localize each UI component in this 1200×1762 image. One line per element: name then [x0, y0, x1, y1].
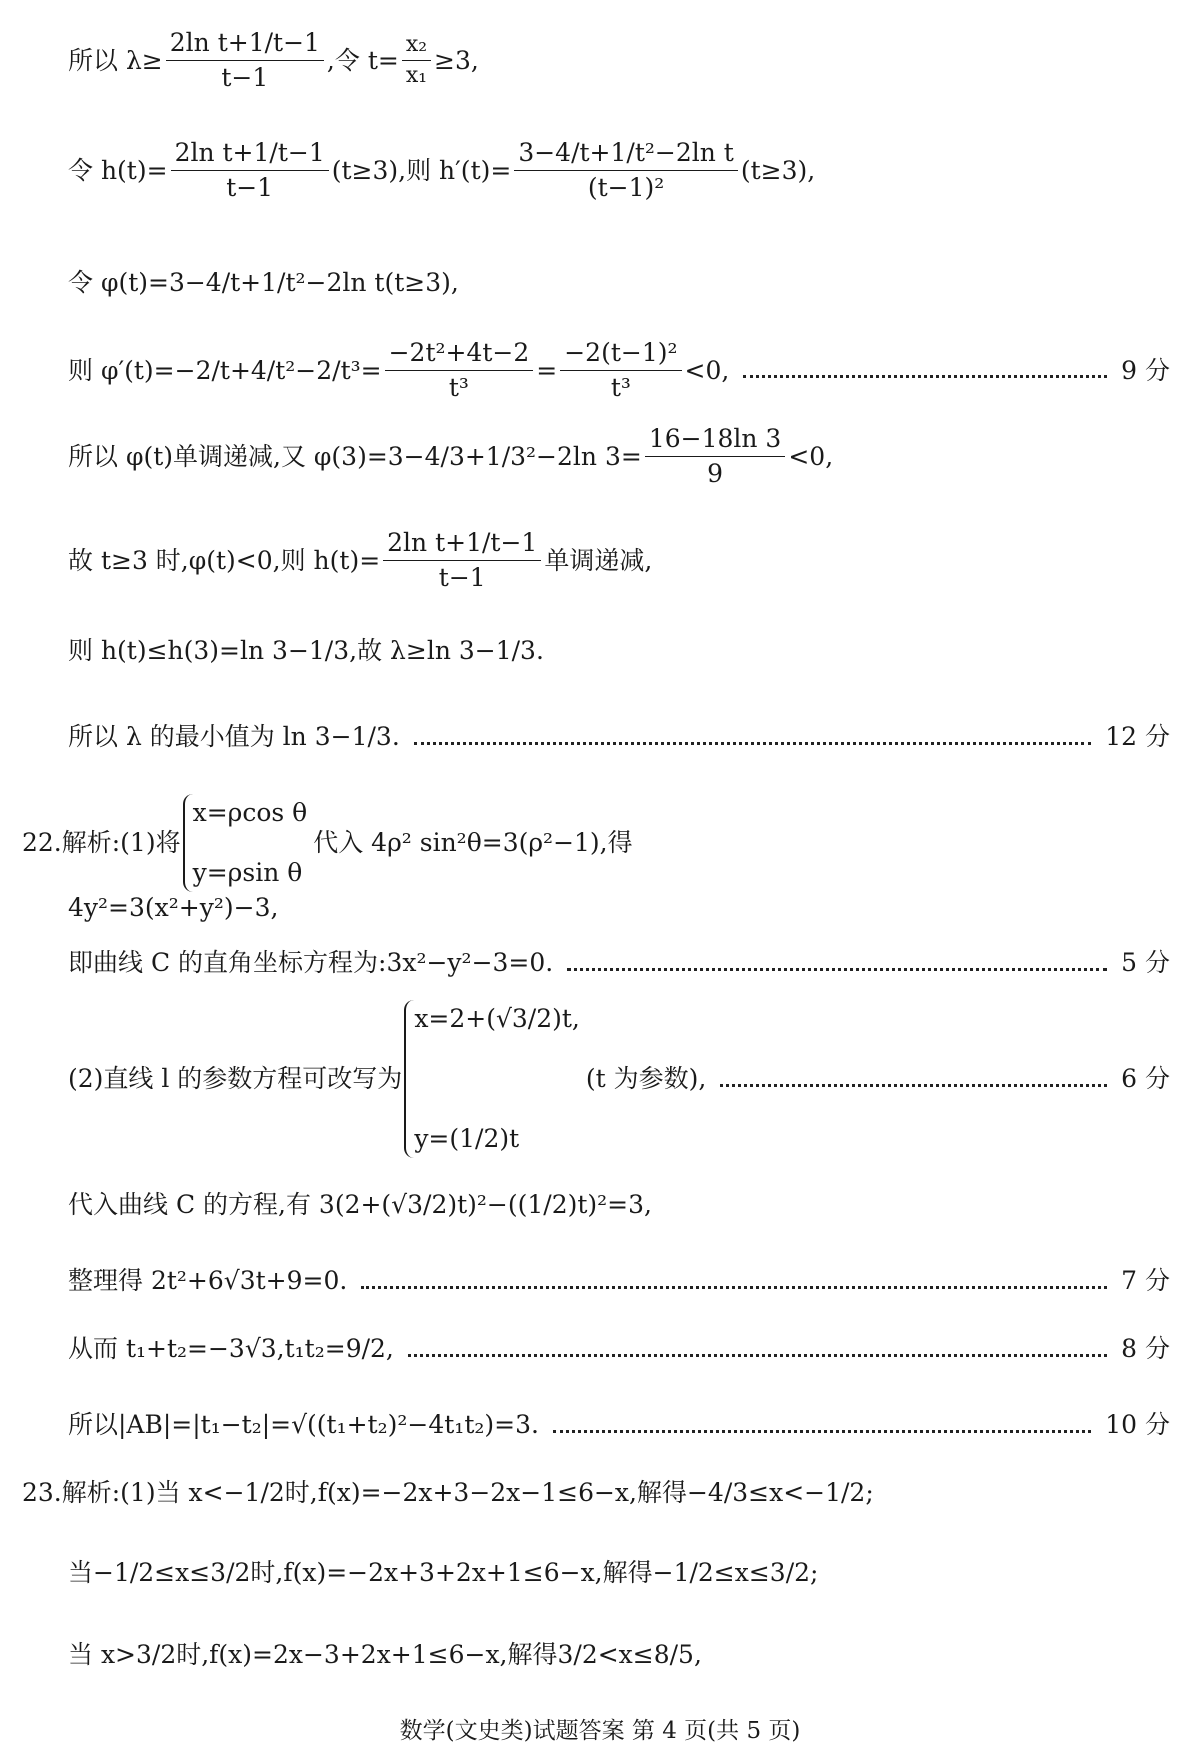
- denominator: (t−1)²: [587, 173, 665, 202]
- line-3: [68, 268, 1170, 298]
- text: <0,: [684, 355, 730, 385]
- denominator: t³: [448, 373, 469, 402]
- line-7: [68, 636, 1170, 666]
- line-14: [68, 1266, 1170, 1296]
- equation: x=2+(√3/2)t,: [414, 1004, 580, 1033]
- line-1: [68, 28, 1170, 93]
- line-12: [68, 1000, 1170, 1158]
- numerator: 2ln t+1/t−1: [166, 28, 324, 61]
- score: 12 分: [1105, 722, 1170, 751]
- line-2: [68, 138, 1170, 203]
- text: 令 φ(t)=3−4/t+1/t²−2ln t(t≥3),: [68, 268, 459, 297]
- denominator: t−1: [438, 563, 486, 592]
- page-footer: 数学(文史类)试题答案 第 4 页(共 5 页): [399, 1718, 801, 1744]
- dot-leader: [414, 742, 1091, 745]
- text: 当 x>3/2时,f(x)=2x−3+2x+1≤6−x,解得3/2<x≤8/5,: [68, 1640, 702, 1669]
- text: 所以 λ≥: [68, 45, 163, 75]
- dot-leader: [567, 968, 1107, 971]
- equation: x=ρcos θ: [192, 798, 308, 827]
- numerator: 16−18ln 3: [645, 424, 786, 457]
- equation: y=(1/2)t: [414, 1124, 520, 1153]
- text: 单调递减,: [544, 545, 653, 575]
- score: 9 分: [1121, 355, 1170, 385]
- dot-leader: [408, 1354, 1107, 1357]
- line-16: [68, 1410, 1170, 1440]
- text: (t 为参数),: [585, 1064, 707, 1093]
- text: 所以|AB|=|t₁−t₂|=√((t₁+t₂)²−4t₁t₂)=3.: [68, 1410, 539, 1439]
- fraction: [385, 338, 534, 403]
- score: 7 分: [1121, 1266, 1170, 1295]
- line-19: [68, 1640, 1170, 1670]
- dot-leader: [553, 1430, 1091, 1433]
- line-6: [68, 528, 1170, 593]
- fraction: [383, 528, 541, 593]
- equation-system: [404, 1000, 580, 1158]
- line-17: [22, 1478, 1170, 1508]
- denominator: t−1: [226, 173, 274, 202]
- text: (t≥3),: [740, 155, 816, 185]
- equation: y=ρsin θ: [192, 858, 303, 887]
- text: 22.解析:(1)将: [22, 828, 181, 857]
- text: <0,: [788, 441, 834, 471]
- text: 从而 t₁+t₂=−3√3,t₁t₂=9/2,: [68, 1334, 394, 1363]
- fraction: [166, 28, 324, 93]
- line-11: [68, 948, 1170, 978]
- text: 则 φ′(t)=−2/t+4/t²−2/t³=: [68, 355, 382, 385]
- fraction: [402, 32, 431, 90]
- numerator: 2ln t+1/t−1: [383, 528, 541, 561]
- text: =: [536, 355, 558, 385]
- numerator: −2t²+4t−2: [385, 338, 534, 371]
- score: 10 分: [1105, 1410, 1170, 1439]
- denominator: t³: [610, 373, 631, 402]
- text: 故 t≥3 时,φ(t)<0,则 h(t)=: [68, 545, 381, 575]
- fraction: [171, 138, 329, 203]
- dot-leader: [720, 1084, 1107, 1087]
- text: 则 h(t)≤h(3)=ln 3−1/3,故 λ≥ln 3−1/3.: [68, 636, 544, 665]
- numerator: 2ln t+1/t−1: [171, 138, 329, 171]
- dot-leader: [361, 1286, 1107, 1289]
- numerator: 3−4/t+1/t²−2ln t: [514, 138, 738, 171]
- line-15: [68, 1334, 1170, 1364]
- score: 6 分: [1121, 1064, 1170, 1093]
- text: 代入 4ρ² sin²θ=3(ρ²−1),得: [313, 828, 633, 857]
- fraction: [560, 338, 681, 403]
- denominator: t−1: [221, 63, 269, 92]
- text: 令 h(t)=: [68, 155, 168, 185]
- dot-leader: [743, 375, 1107, 378]
- text: (2)直线 l 的参数方程可改写为: [68, 1064, 403, 1093]
- line-4: [68, 338, 1170, 403]
- numerator: −2(t−1)²: [560, 338, 681, 371]
- text: 整理得 2t²+6√3t+9=0.: [68, 1266, 348, 1295]
- text: 所以 λ 的最小值为 ln 3−1/3.: [68, 722, 400, 751]
- text: 代入曲线 C 的方程,有 3(2+(√3/2)t)²−((1/2)t)²=3,: [68, 1190, 652, 1219]
- equation-system: [183, 794, 308, 892]
- text: ,令 t=: [326, 45, 399, 75]
- fraction: [645, 424, 786, 489]
- line-10: [68, 893, 1170, 923]
- numerator: x₂: [402, 32, 431, 61]
- line-9: [22, 794, 1170, 892]
- text: ≥3,: [434, 45, 479, 75]
- denominator: x₁: [405, 63, 428, 88]
- score: 5 分: [1121, 948, 1170, 977]
- text: 当−1/2≤x≤3/2时,f(x)=−2x+3+2x+1≤6−x,解得−1/2≤x≤3/2;: [68, 1558, 819, 1587]
- text: 即曲线 C 的直角坐标方程为:3x²−y²−3=0.: [68, 948, 554, 977]
- score: 8 分: [1121, 1334, 1170, 1363]
- fraction: [514, 138, 738, 203]
- text: (t≥3),则 h′(t)=: [331, 155, 512, 185]
- line-8: [68, 722, 1170, 752]
- text: 4y²=3(x²+y²)−3,: [68, 893, 279, 922]
- text: 23.解析:(1)当 x<−1/2时,f(x)=−2x+3−2x−1≤6−x,解得−4/3≤x<−1/2;: [22, 1478, 874, 1507]
- line-13: [68, 1190, 1170, 1220]
- line-5: [68, 424, 1170, 489]
- denominator: 9: [707, 459, 724, 488]
- line-18: [68, 1558, 1170, 1588]
- text: 所以 φ(t)单调递减,又 φ(3)=3−4/3+1/3²−2ln 3=: [68, 441, 642, 471]
